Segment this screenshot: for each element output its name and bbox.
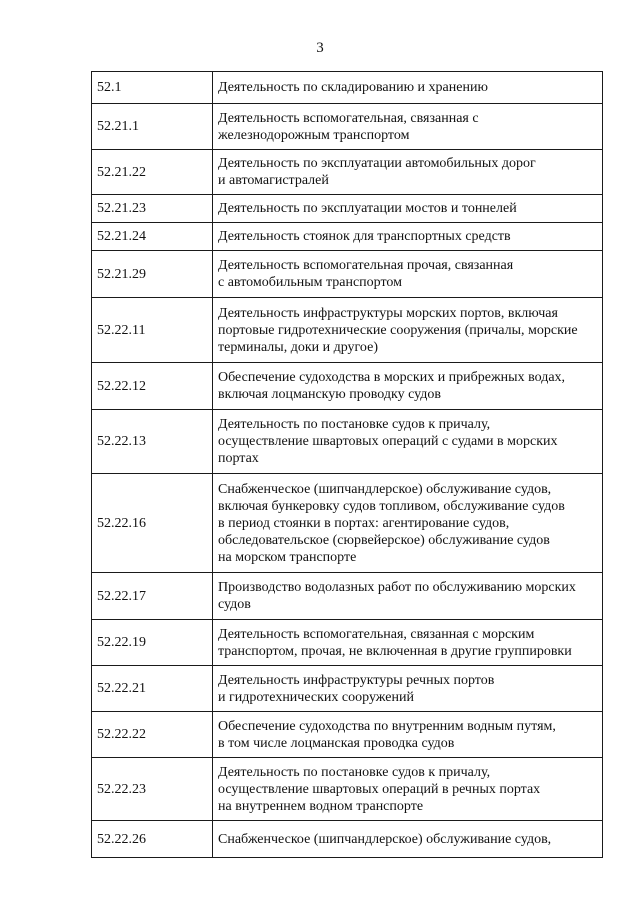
activity-description — [213, 573, 603, 620]
description-line: и автомагистралей — [218, 173, 329, 188]
activity-code: 52.22.13 — [92, 410, 213, 474]
activity-description — [213, 72, 603, 104]
table-body — [92, 72, 603, 858]
description-line: судов — [218, 597, 251, 612]
activity-code: 52.22.17 — [92, 573, 213, 620]
description-line: Деятельность вспомогательная, связанная с морским — [218, 626, 535, 642]
activity-description — [213, 150, 603, 195]
table-row — [92, 72, 603, 104]
activity-code: 52.22.21 — [92, 666, 213, 712]
description-line: и гидротехнических сооружений — [218, 689, 414, 705]
table-row — [92, 104, 603, 150]
activity-description — [213, 251, 603, 298]
table-row — [92, 712, 603, 758]
description-line: Деятельность стоянок для транспортных средств — [218, 229, 511, 244]
activity-code: 52.22.12 — [92, 363, 213, 410]
table-row — [92, 573, 603, 620]
activity-code: 52.22.19 — [92, 620, 213, 666]
description-line: Деятельность вспомогательная, связанная с — [218, 110, 479, 126]
activity-description — [213, 363, 603, 410]
table-row — [92, 363, 603, 410]
activity-description — [213, 298, 603, 363]
activity-description — [213, 620, 603, 666]
description-line: Деятельность по складированию и хранению — [218, 80, 488, 95]
description-line: в том числе лоцманская проводка судов — [218, 735, 455, 751]
activity-description — [213, 474, 603, 573]
table-row — [92, 298, 603, 363]
table-row — [92, 410, 603, 474]
description-line: Обеспечение судоходства по внутренним водным путям, — [218, 718, 556, 734]
activity-code: 52.21.24 — [92, 223, 213, 251]
activity-code: 52.21.23 — [92, 195, 213, 223]
activity-code: 52.21.1 — [92, 104, 213, 150]
description-line: терминалы, доки и другое) — [218, 339, 378, 355]
description-line: портовые гидротехнические сооружения (причалы, морские — [218, 322, 578, 338]
table-row — [92, 251, 603, 298]
activity-description — [213, 666, 603, 712]
description-line: Деятельность инфраструктуры речных портов — [218, 672, 495, 688]
table-row — [92, 666, 603, 712]
description-line: Обеспечение судоходства в морских и прибрежных водах, — [218, 370, 566, 385]
okved-codes-table — [91, 71, 603, 858]
activity-description — [213, 821, 603, 858]
activity-description — [213, 712, 603, 758]
description-line: Деятельность инфраструктуры морских портов, включая — [218, 305, 558, 321]
description-line: осуществление швартовых операций с судами в морских — [218, 434, 558, 449]
description-line: Деятельность по постановке судов к причалу, — [218, 417, 491, 432]
description-line: железнодорожным транспортом — [218, 127, 410, 143]
activity-code: 52.21.22 — [92, 150, 213, 195]
table-row — [92, 758, 603, 821]
activity-code: 52.22.22 — [92, 712, 213, 758]
description-line: на внутреннем водном транспорте — [218, 798, 424, 814]
table-row — [92, 223, 603, 251]
activity-code: 52.22.26 — [92, 821, 213, 858]
description-line: Снабженческое (шипчандлерское) обслуживание судов, — [218, 831, 552, 847]
activity-description — [213, 195, 603, 223]
description-line: включая бункеровку судов топливом, обслуживание судов — [218, 498, 565, 514]
activity-description — [213, 410, 603, 474]
description-line: включая лоцманскую проводку судов — [218, 387, 441, 402]
table-row — [92, 821, 603, 858]
description-line: на морском транспорте — [218, 549, 357, 565]
table-row — [92, 150, 603, 195]
table-row — [92, 620, 603, 666]
description-line: портах — [218, 451, 259, 466]
activity-description — [213, 758, 603, 821]
description-line: с автомобильным транспортом — [218, 275, 403, 290]
description-line: Деятельность по эксплуатации мостов и тоннелей — [218, 201, 517, 216]
description-line: Снабженческое (шипчандлерское) обслуживание судов, — [218, 481, 552, 497]
description-line: в период стоянки в портах: агентирование судов, — [218, 515, 510, 531]
description-line: Деятельность по постановке судов к причалу, — [218, 764, 491, 780]
description-line: обследовательское (сюрвейерское) обслуживание судов — [218, 532, 550, 548]
description-line: Производство водолазных работ по обслуживанию морских — [218, 580, 576, 595]
description-line: транспортом, прочая, не включенная в другие группировки — [218, 643, 572, 659]
activity-code: 52.22.11 — [92, 298, 213, 363]
description-line: Деятельность по эксплуатации автомобильных дорог — [218, 156, 536, 171]
activity-code: 52.21.29 — [92, 251, 213, 298]
table-row — [92, 474, 603, 573]
description-line: Деятельность вспомогательная прочая, связанная — [218, 258, 514, 273]
activity-description — [213, 104, 603, 150]
description-line: осуществление швартовых операций в речных портах — [218, 781, 541, 797]
activity-description — [213, 223, 603, 251]
activity-code: 52.22.23 — [92, 758, 213, 821]
page-number: 3 — [316, 40, 324, 56]
table-row — [92, 195, 603, 223]
activity-code: 52.22.16 — [92, 474, 213, 573]
activity-code: 52.1 — [92, 72, 213, 104]
